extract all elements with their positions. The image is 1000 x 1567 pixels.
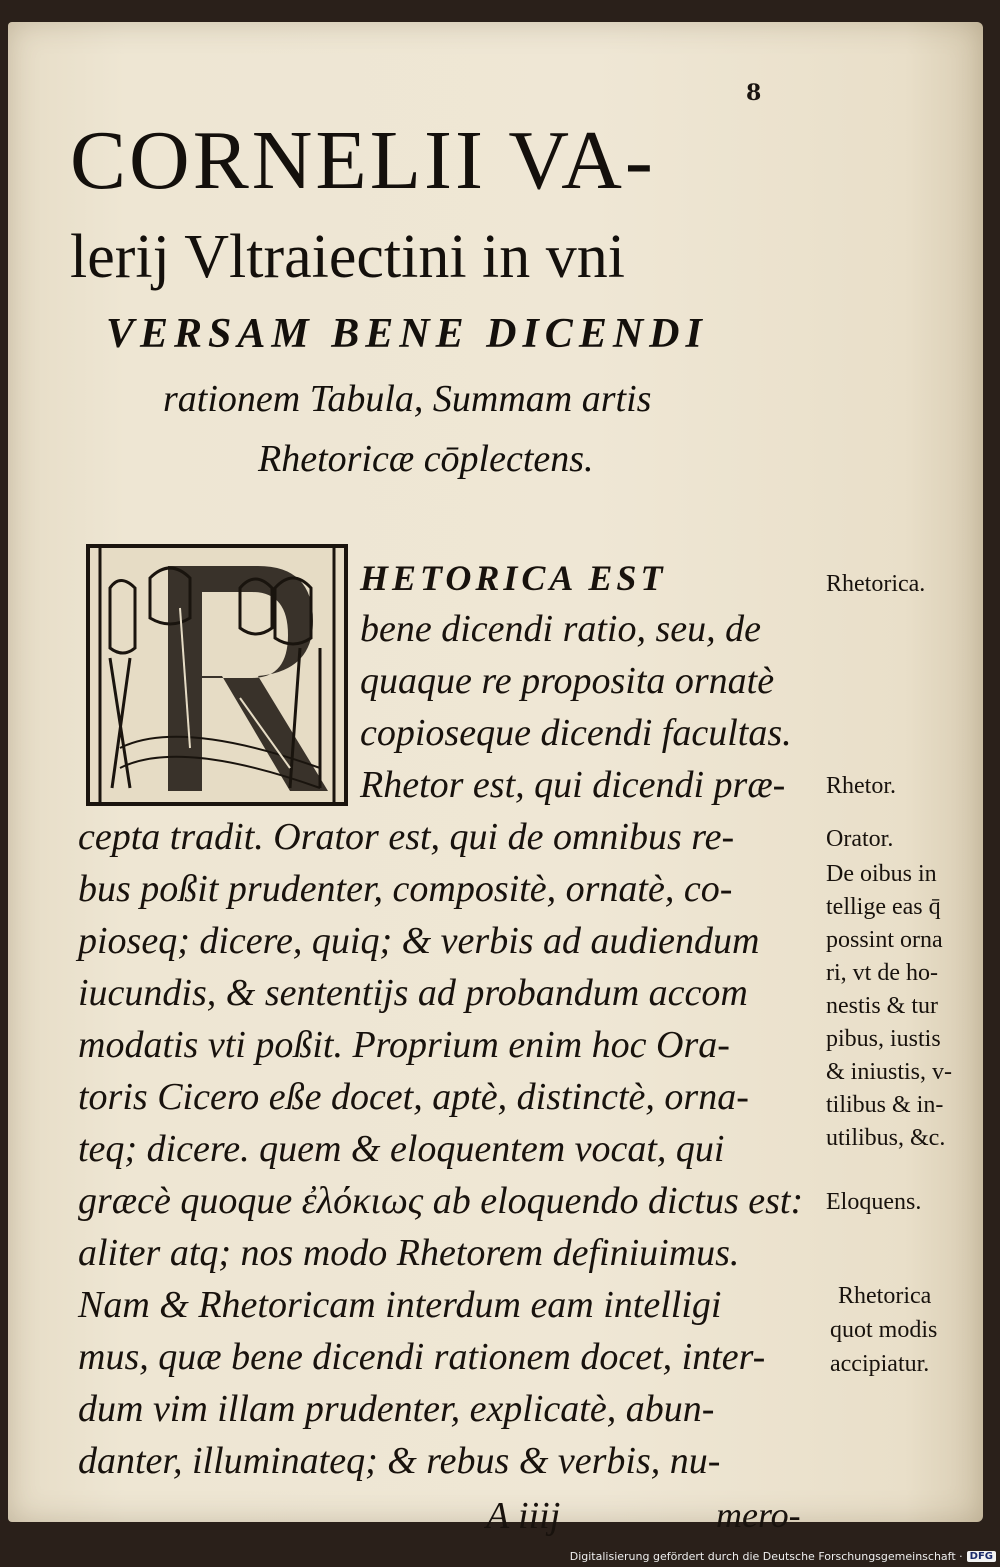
digitization-footer	[570, 1550, 996, 1563]
marginal-note: tilibus & in-	[826, 1092, 944, 1118]
marginal-note: utilibus, &c.	[826, 1125, 946, 1151]
marginal-note: pibus, iustis	[826, 1026, 941, 1052]
marginal-note: nestis & tur	[826, 993, 938, 1019]
marginal-note: De oibus in	[826, 861, 937, 887]
signature-mark: A iiij	[486, 1495, 561, 1537]
title-line-1: CORNELII VA-	[70, 114, 656, 207]
text-line: quaque re proposita ornatè	[360, 660, 775, 702]
text-line: teq; dicere. quem & eloquentem vocat, qui	[78, 1128, 725, 1170]
marginal-note: tellige eas q̄	[826, 894, 941, 920]
marginal-note: ri, vt de ho-	[826, 960, 938, 986]
marginal-note: & iniustis, v-	[826, 1059, 953, 1085]
marginal-note: Rhetorica	[838, 1283, 932, 1309]
catchword: mero-	[716, 1495, 801, 1535]
title-line-5: Rhetoricæ cōplectens.	[258, 438, 594, 480]
marginal-note: Rhetorica.	[826, 571, 926, 597]
marginal-note: possint orna	[826, 927, 943, 953]
text-line: bus poßit prudenter, compositè, ornatè, co-	[78, 868, 733, 910]
marginal-note: Eloquens.	[826, 1189, 922, 1215]
marginal-note: accipiatur.	[830, 1351, 930, 1377]
text-line: græcè quoque ἐλόκιως ab eloquendo dictus est:	[78, 1180, 804, 1222]
title-line-2: lerij Vltraiectini in vni	[70, 223, 626, 291]
footer-text: Digitalisierung gefördert durch die Deutsche Forschungsgemeinschaft ·	[569, 1550, 963, 1563]
text-line: HETORICA EST	[360, 558, 667, 598]
marginal-note: Orator.	[826, 826, 894, 852]
title-line-3: VERSAM BENE DICENDI	[106, 311, 708, 357]
text-line: cepta tradit. Orator est, qui de omnibus re-	[78, 816, 735, 858]
text-line: Rhetor est, qui dicendi præ-	[360, 764, 786, 806]
text-line: aliter atq; nos modo Rhetorem definiuimus.	[78, 1232, 740, 1274]
text-line: pioseq; dicere, quiq; & verbis ad audiendum	[78, 920, 760, 962]
title-line-4: rationem Tabula, Summam artis	[163, 378, 652, 420]
text-line: mus, quæ bene dicendi rationem docet, inter-	[78, 1336, 766, 1378]
woodcut-initial-r-image	[86, 544, 348, 806]
marginal-note: Rhetor.	[826, 773, 896, 799]
marginal-note: quot modis	[830, 1317, 938, 1343]
text-line: bene dicendi ratio, seu, de	[360, 608, 762, 650]
text-line: modatis vti poßit. Proprium enim hoc Ora-	[78, 1024, 730, 1066]
folio-mark: 8	[746, 80, 762, 106]
text-line: iucundis, & sententijs ad probandum accom	[78, 972, 748, 1014]
dfg-logo-icon: DFG	[967, 1551, 996, 1562]
book-page	[8, 22, 983, 1537]
text-line: toris Cicero eße docet, aptè, distinctè, orna-	[78, 1076, 749, 1118]
text-line: dum vim illam prudenter, explicatè, abun-	[78, 1388, 715, 1430]
text-line: Nam & Rhetoricam interdum eam intelligi	[78, 1284, 722, 1326]
text-line: danter, illuminateq; & rebus & verbis, nu-	[78, 1440, 721, 1482]
text-line: copioseque dicendi facultas.	[360, 712, 792, 754]
